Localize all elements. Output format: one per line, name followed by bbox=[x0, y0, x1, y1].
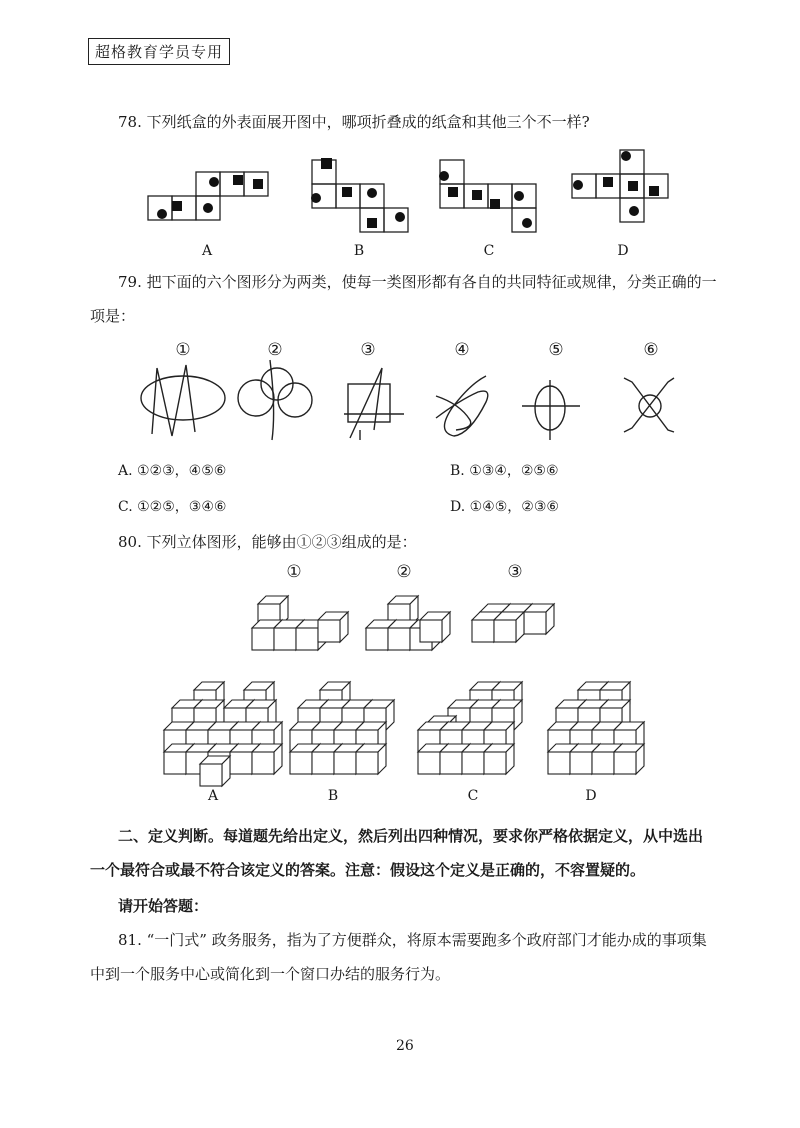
q79-choice-d: D. ①④⑤，②③⑥ bbox=[450, 499, 559, 515]
question-78-text: 78. 下列纸盒的外表面展开图中，哪项折叠成的纸盒和其他三个不一样? bbox=[118, 113, 590, 131]
question-79-line1: 79. 把下面的六个图形分为两类，使每一类图形都有各自的共同特征或规律，分类正确的一 bbox=[118, 273, 717, 291]
q78-option-a-label: A bbox=[201, 243, 213, 259]
q80-piece-2-label: ② bbox=[396, 562, 412, 582]
q79-choice-a: A. ①②③，④⑤⑥ bbox=[118, 463, 227, 479]
q80-piece-3-label: ③ bbox=[507, 562, 523, 582]
section-2-line2: 一个最符合或最不符合该定义的答案。注意：假设这个定义是正确的，不容置疑的。 bbox=[90, 861, 646, 879]
q80-option-b-label: B bbox=[327, 788, 339, 804]
q80-option-c-label: C bbox=[467, 788, 479, 804]
section-2-line1: 二、定义判断。每道题先给出定义，然后列出四种情况，要求你严格依据定义，从中选出 bbox=[118, 827, 704, 845]
q79-figure-3-label: ③ bbox=[360, 340, 376, 360]
q79-choice-c: C. ①②⑤，③④⑥ bbox=[118, 499, 227, 515]
q79-choice-b: B. ①③④，②⑤⑥ bbox=[450, 463, 559, 479]
header-label: 超格教育学员专用 bbox=[88, 38, 230, 65]
question-81-line2: 中到一个服务中心或简化到一个窗口办结的服务行为。 bbox=[90, 965, 451, 983]
question-81-line1: 81. “一门式” 政务服务，指为了方便群众，将原本需要跑多个政府部门才能办成的事项集 bbox=[118, 931, 707, 949]
page-number: 26 bbox=[396, 1038, 414, 1054]
section-2-start: 请开始答题： bbox=[118, 897, 209, 915]
q80-piece-1-label: ① bbox=[286, 562, 302, 582]
q79-figure-2-label: ② bbox=[267, 340, 283, 360]
q80-option-d-label: D bbox=[585, 788, 597, 804]
q78-option-d-label: D bbox=[617, 243, 629, 259]
q79-figure-1-label: ① bbox=[175, 340, 191, 360]
q78-option-c-label: C bbox=[483, 243, 495, 259]
q78-option-b-label: B bbox=[353, 243, 365, 259]
q79-figure-5-label: ⑤ bbox=[548, 340, 564, 360]
q79-figure-4-label: ④ bbox=[454, 340, 470, 360]
q79-figure-6-label: ⑥ bbox=[643, 340, 659, 360]
question-79-line2: 项是： bbox=[90, 307, 136, 325]
question-80-text: 80. 下列立体图形，能够由①②③组成的是： bbox=[118, 533, 417, 551]
q80-option-a-label: A bbox=[207, 788, 219, 804]
